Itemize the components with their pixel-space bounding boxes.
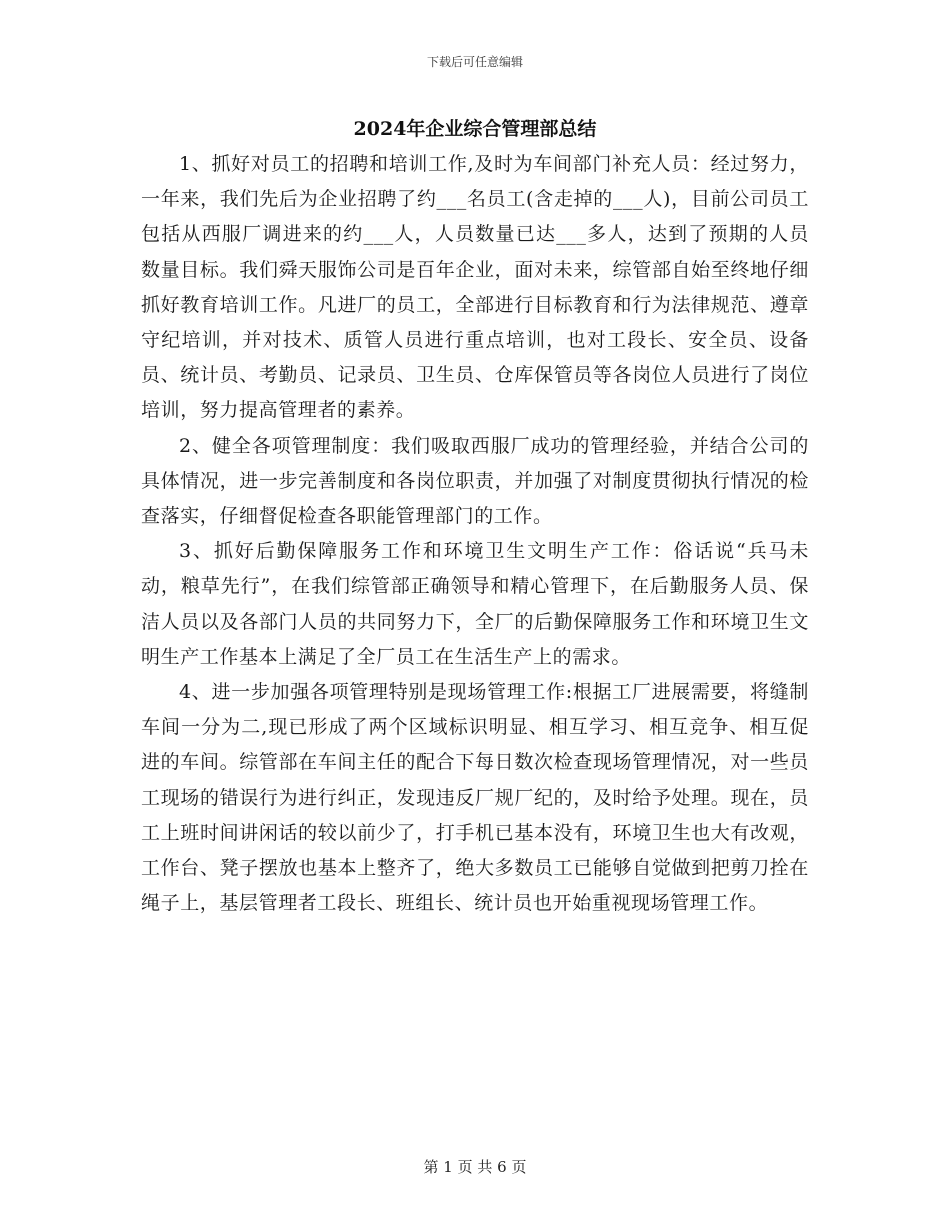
page-header-note: 下载后可任意编辑 [426,55,523,69]
paragraph-4: 4、进一步加强各项管理特别是现场管理工作:根据工厂进展需要，将缝制车间一分为二,现已形成了两个区域标识明显、相互学习、相互竞争、相互促进的车间。综管部在车间主任的配合下每日数次检查现场管理情况，对一些员工现场的错误行为进行纠正，发现违反厂规厂纪的，及时给予处理。现在，员工上班时间讲闲话的较以前少了，打手机已基本没有，环境卫生也大有改观，工作台、凳子摆放也基本上整齐了，绝大多数员工已能够自觉做到把剪刀拴在绳子上，基层管理者工段长、班组长、统计员也开始重视现场管理工作。 [141,681,809,915]
paragraph-3: 3、抓好后勤保障服务工作和环境卫生文明生产工作：俗话说“兵马未动，粮草先行”，在我们综管部正确领导和精心管理下，在后勤服务人员、保洁人员以及各部门人员的共同努力下，全厂的后勤保障服务工作和环境卫生文明生产工作基本上满足了全厂员工在生活生产上的需求。 [141,540,809,668]
paragraph-1: 1、抓好对员工的招聘和培训工作,及时为车间部门补充人员：经过努力，一年来，我们先后为企业招聘了约___名员工(含走掉的___人)，目前公司员工包括从西服厂调进来的约___人，人员数量已达___多人，达到了预期的人员数量目标。我们舜天服饰公司是百年企业，面对未来，综管部自始至终地仔细抓好教育培训工作。凡进厂的员工，全部进行目标教育和行为法律规范、遵章守纪培训，并对技术、质管人员进行重点培训，也对工段长、安全员、设备员、统计员、考勤员、记录员、卫生员、仓库保管员等各岗位人员进行了岗位培训，努力提高管理者的素养。 [141,153,809,422]
page-number: 第 1 页 共 6 页 [423,1158,527,1176]
paragraph-2: 2、健全各项管理制度：我们吸取西服厂成功的管理经验，并结合公司的具体情况，进一步完善制度和各岗位职责，并加强了对制度贯彻执行情况的检查落实，仔细督促检查各职能管理部门的工作。 [141,434,809,528]
document-title: 2024年企业综合管理部总结 [353,118,597,140]
document-body [141,147,809,921]
